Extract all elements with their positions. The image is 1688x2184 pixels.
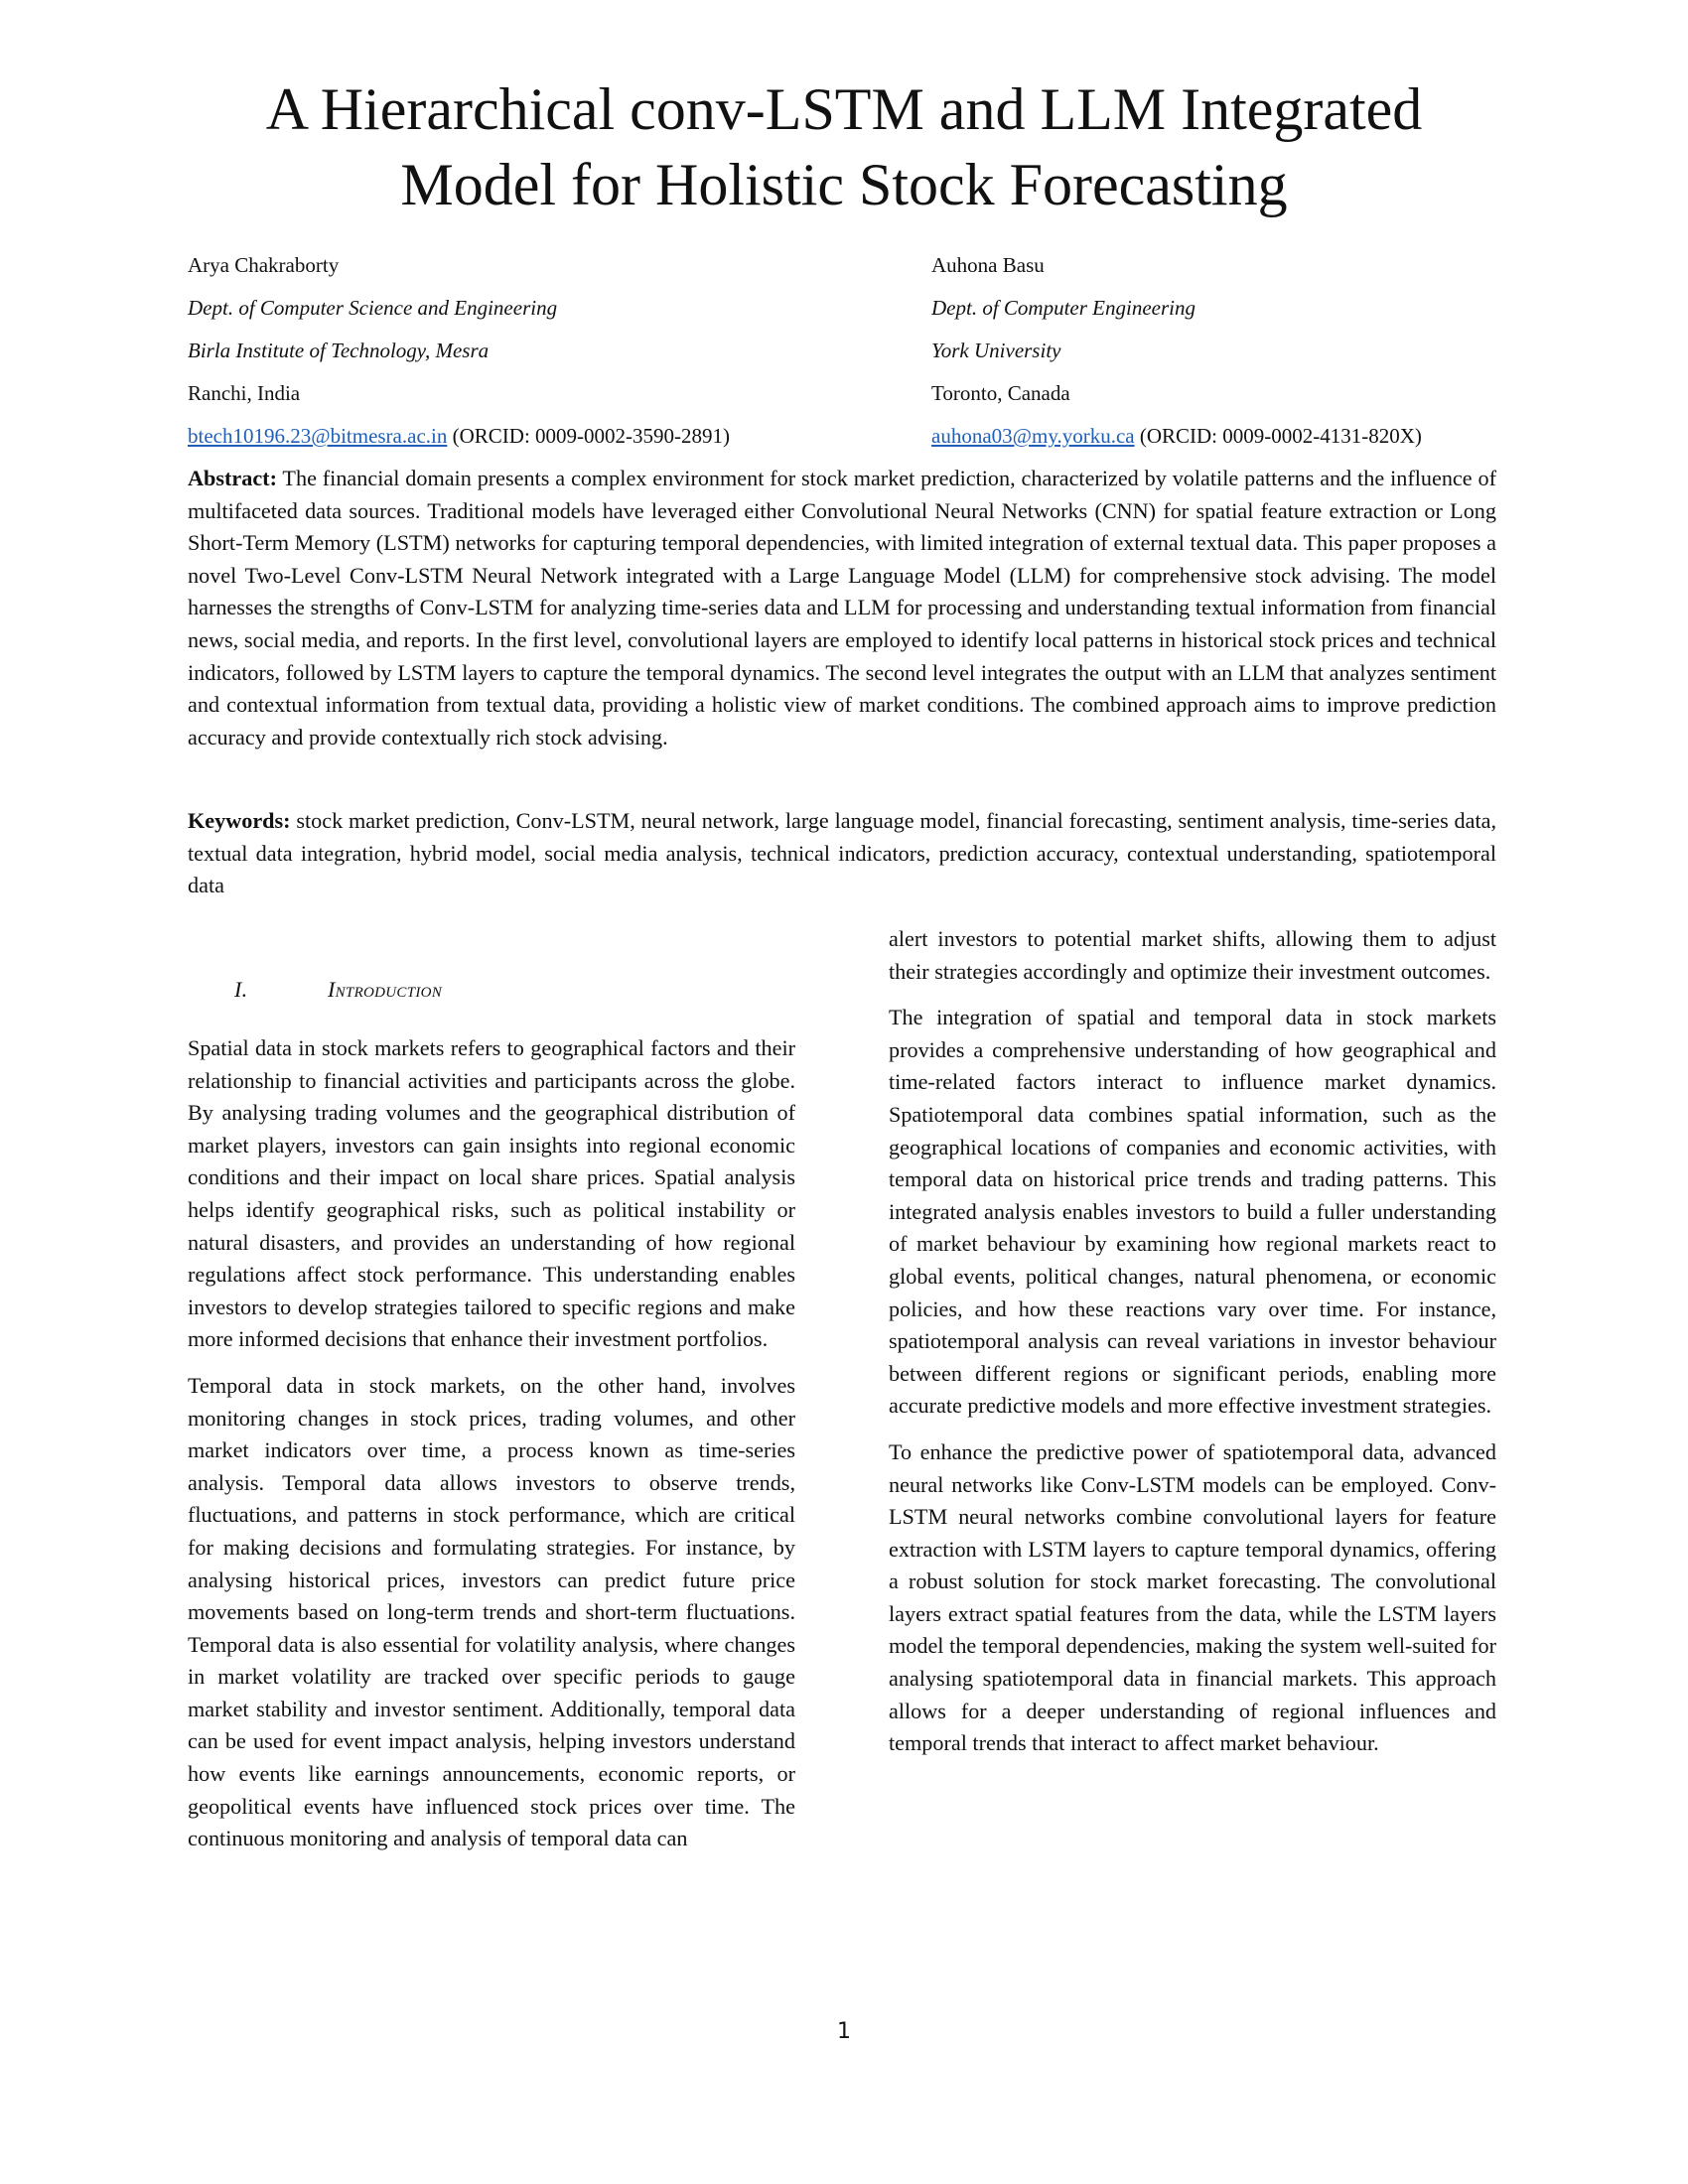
paragraph: To enhance the predictive power of spatiotemporal data, advanced neural networks like Conv-LSTM models can be employed. Conv-LSTM neural networks combine convolutional layers for feature extraction with LSTM layers to capture temporal dynamics, offering a robust solution for stock market forecasting. The convolutional layers extract spatial features from the data, while the LSTM layers model the temporal dependencies, making the system well-suited for analysing spatiotemporal data in financial markets. This approach allows for a deeper understanding of regional influences and temporal trends that interact to affect market behaviour. [889,1438,1496,1756]
author-contact [188,415,730,458]
abstract-text: The financial domain presents a complex environment for stock market prediction, characterized by volatile patterns and the influence of multifaceted data sources. Traditional models have leveraged either Convolutional Neural Networks (CNN) for spatial feature extraction or Long Short-Term Memory (LSTM) networks for capturing temporal dependencies, with limited integration of external textual data. This paper proposes a novel Two-Level Conv-LSTM Neural Network integrated with a Large Language Model (LLM) for comprehensive stock advising. The model harnesses the strengths of Conv-LSTM for analyzing time-series data and LLM for processing and understanding textual information from financial news, social media, and reports. In the first level, convolutional layers are employed to identify local patterns in historical stock prices and technical indicators, followed by LSTM layers to capture the temporal dynamics. The second level integrates the output with an LLM that analyzes sentiment and contextual information from textual data, providing a holistic view of market conditions. The combined approach aims to improve prediction accuracy and provide contextually rich stock advising. [188,466,1496,750]
left-column [188,1032,795,1869]
section-number: I. [234,977,248,1002]
author-institution: Birla Institute of Technology, Mesra [188,339,490,362]
keywords-text: stock market prediction, Conv-LSTM, neural network, large language model, financial forecasting, sentiment analysis, time-series data, textual data integration, hybrid model, social media analysis, technical indicators, prediction accuracy, contextual understanding, spatiotemporal data [188,808,1497,898]
author-name: Auhona Basu [931,253,1045,277]
abstract-label: Abstract: [188,466,277,490]
author-orcid: (ORCID: 0009-0002-4131-820X) [1139,424,1422,448]
abstract [188,463,1496,753]
paragraph: Spatial data in stock markets refers to geographical factors and their relationship to financial activities and participants across the globe. By analysing trading volumes and the geographical distribution of market players, investors can gain insights into regional economic conditions and their impact on local share prices. Spatial analysis helps identify geographical risks, such as political instability or natural disasters, and provides an understanding of how regional regulations affect stock performance. This understanding enables investors to develop strategies tailored to specific regions and make more informed decisions that enhance their investment portfolios. [188,1035,795,1352]
paper-title [0,71,1688,222]
author-contact [931,415,1422,458]
author-email-link[interactable]: btech10196.23@bitmesra.ac.in [188,424,448,448]
page-number: 1 [837,2019,851,2044]
paragraph: alert investors to potential market shifts, allowing them to adjust their strategies accordingly and optimize their investment outcomes. [889,926,1496,984]
keywords [188,805,1496,902]
author-location: Toronto, Canada [931,381,1070,405]
paragraph: Temporal data in stock markets, on the other hand, involves monitoring changes in stock prices, trading volumes, and other market indicators over time, a process known as time-series analysis. Temporal data allows investors to observe trends, fluctuations, and patterns in stock performance, which are critical for making decisions and formulating strategies. For instance, by analysing historical prices, investors can predict future price movements based on long-term trends and short-term fluctuations. Temporal data is also essential for volatility analysis, where changes in market volatility are tracked over specific periods to gauge market stability and investor sentiment. Additionally, temporal data can be used for event impact analysis, helping investors understand how events like earnings announcements, economic reports, or geopolitical events have influenced stock prices over time. The continuous monitoring and analysis of temporal data can [188,1372,795,1851]
title-line-1: A Hierarchical conv-LSTM and LLM Integrated [265,76,1423,142]
author-name: Arya Chakraborty [188,253,340,277]
title-line-2: Model for Holistic Stock Forecasting [400,152,1288,217]
section-title: Introduction [328,977,443,1002]
section-heading-introduction [234,977,442,1003]
author-department: Dept. of Computer Science and Engineering [188,296,558,320]
author-institution: York University [931,339,1061,362]
author-location: Ranchi, India [188,381,301,405]
paragraph: The integration of spatial and temporal data in stock markets provides a comprehensive understanding of how geographical and time-related factors interact to influence market dynamics. Spatiotemporal data combines spatial information, such as the geographical locations of companies and economic activities, with temporal data on historical price trends and trading patterns. This integrated analysis enables investors to build a fuller understanding of market behaviour by examining how regional markets react to global events, political changes, natural phenomena, or economic policies, and how these reactions vary over time. For instance, spatiotemporal analysis can reveal variations in investor behaviour between different regions or significant periods, enabling more accurate predictive models and more effective investment strategies. [889,1005,1496,1419]
author-orcid: (ORCID: 0009-0002-3590-2891) [452,424,730,448]
author-2 [931,244,1422,458]
author-1 [188,244,730,458]
keywords-label: Keywords: [188,808,291,833]
right-column [889,923,1496,1774]
author-email-link[interactable]: auhona03@my.yorku.ca [931,424,1135,448]
author-department: Dept. of Computer Engineering [931,296,1196,320]
